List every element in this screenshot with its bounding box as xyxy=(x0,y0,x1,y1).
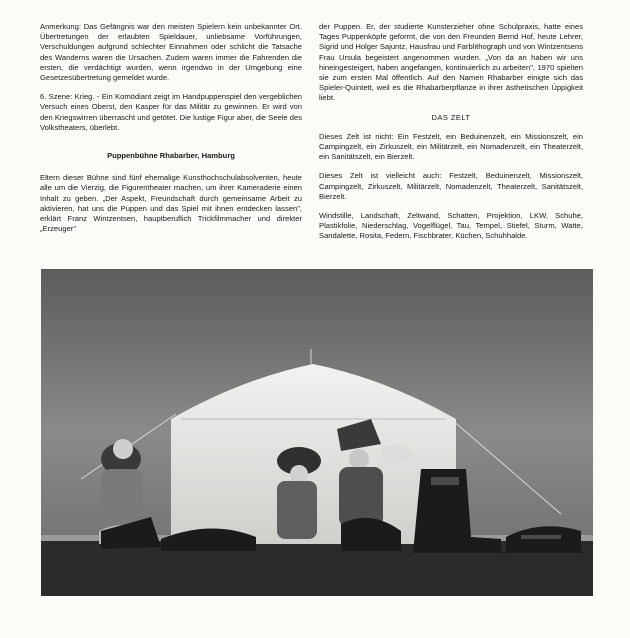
right-column xyxy=(319,22,583,251)
left-column xyxy=(40,22,302,243)
scene-six-paragraph: 6. Szene: Krieg. - Ein Komödiant zeigt im Handpuppenspiel den vergeblichen Versuch eines Oberst, den Kasper für das Militär zu gewinnen. Er wird von den Kriegswirren überrascht und getötet. Die lustige Figur aber, die Seele des Volkstheaters, überlebt. xyxy=(40,92,302,132)
rhabarber-heading: Puppenbühne Rhabarber, Hamburg xyxy=(107,151,235,161)
zelt-is-not-paragraph: Dieses Zelt ist nicht: Ein Festzelt, ein Beduinenzelt, ein Missionszelt, ein Campingzelt, ein Zirkuszelt, ein Militärzelt, ein Nomadenzelt, ein Theaterzelt, ein Sanitätszelt, ein Bierzelt. xyxy=(319,131,583,162)
das-zelt-heading: DAS ZELT xyxy=(431,112,471,122)
prison-note-paragraph: Anmerkung: Das Gefängnis war den meisten Spielern kein unbekannter Ort. Übertretungen der erlaubten Spieldauer, unliebsame Vorführungen, Verschuldungen aufgrund schlechter Einnahmen oder schlicht die Tatsache des Wanderns waren die Ursachen. Zudem waren immer die Fahrenden die ersten, die verdächtigt wurden, wenn irgendwo in der Umgebung eine Gesetzesübertretung gemeldet wurde. xyxy=(40,22,302,83)
zelt-maybe-paragraph: Dieses Zelt ist vielleicht auch: Festzelt, Beduinenzelt, Missionszelt, Campingzelt, Zirkuszelt, Militärzelt, Nomadenzelt, Theaterzelt, Sanitätszelt, Bierzelt. xyxy=(319,171,583,201)
photo-illustration xyxy=(41,269,593,596)
rhabarber-body-paragraph: Eltern dieser Bühne sind fünf ehemalige Kunsthochschulabsolventen, heute alle um die Vierzig, die Figurentheater machen, um ihrer Kameraderie einen Inhalt zu geben. „Der Aspekt, Freundschaft durch gemeinsame Arbeit zu aktivieren, hat uns die Puppen und das Spiel mit ihnen entdecken lassen", erklärt Franz Wintzentsen, hauptberuflich Trickfilmmacher und direkter „Erzeuger" xyxy=(40,173,302,234)
word-list-paragraph: Windstille, Landschaft, Zeltwand, Schatten, Projektion, LKW, Schuhe, Plastikfolie, Niederschlag, Vogelflügel, Tau, Tempel, Stiefel, Sturm, Watte, Sandalette, Rosita, Federn, Fischbrater, Küchen, Schuhhalde. xyxy=(319,211,583,241)
continuation-paragraph: der Puppen. Er, der studierte Kunsterzieher ohne Schulpraxis, hatte eines Tages Puppenköpfe geformt, die von den Freunden Bernd Hof, heute Lehrer, Sigrid und Holger Sajuntz, Hausfrau und Farblithograph und von Wintzentsens Frau Ursula begeistert angenommen wurden. „Von da an haben wir uns hineingesteigert, haben angefangen, kontinuierlich zu arbeiten", 1970 spielten sie zum ersten Mal öffentlich. Auf den Namen Rhabarber einigte sich das Spieler-Quintett, weil es die Rhabarberpflanze in ihrer ästhetischen Üppigkeit liebt. xyxy=(319,22,583,103)
puppet-tent-photo xyxy=(41,269,593,596)
puppet-centre xyxy=(277,447,321,539)
